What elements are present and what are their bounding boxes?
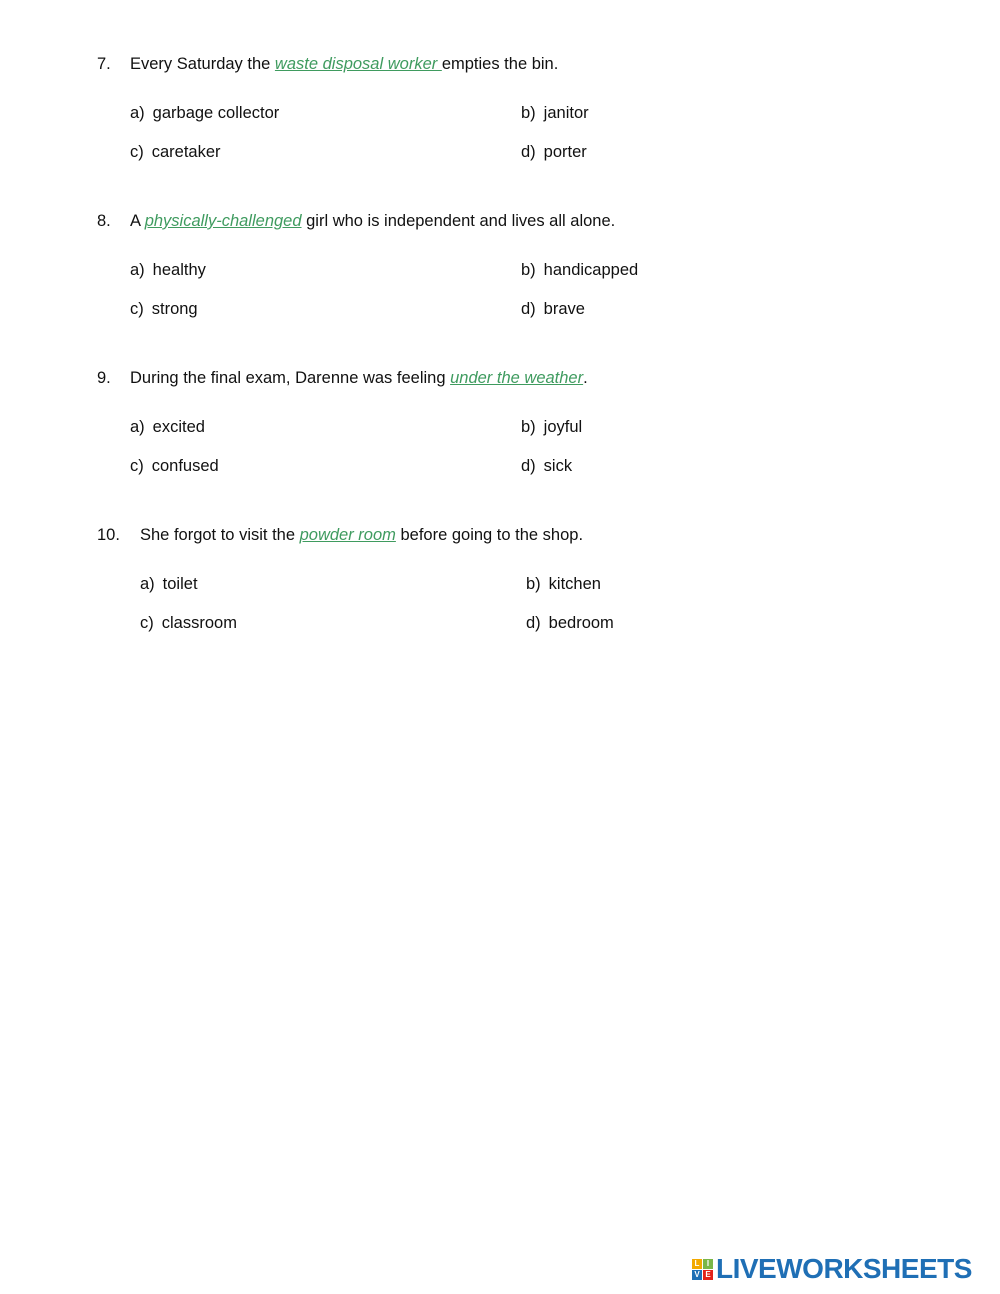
- question-text: [97, 211, 615, 231]
- option-letter: c): [130, 300, 144, 318]
- question-text: [97, 368, 588, 388]
- option-letter: b): [521, 261, 536, 279]
- option-b[interactable]: [521, 260, 638, 280]
- option-d[interactable]: [526, 613, 614, 633]
- option-letter: c): [130, 143, 144, 161]
- question-text-before: She forgot to visit the: [140, 526, 300, 544]
- option-text: confused: [151, 457, 219, 475]
- option-letter: a): [130, 261, 145, 279]
- option-letter: c): [140, 614, 154, 632]
- option-letter: a): [140, 575, 155, 593]
- highlighted-phrase: physically-challenged: [144, 212, 302, 230]
- option-letter: b): [521, 104, 536, 122]
- option-a[interactable]: [140, 574, 198, 594]
- question-text-before: Every Saturday the: [130, 55, 275, 73]
- question-number: 7.: [97, 55, 111, 73]
- highlighted-phrase: under the weather: [450, 369, 584, 387]
- question-number: 8.: [97, 212, 111, 230]
- option-text: toilet: [162, 575, 198, 593]
- option-letter: c): [130, 457, 144, 475]
- option-letter: d): [521, 300, 536, 318]
- option-letter: d): [521, 457, 536, 475]
- logo-mark-letter: E: [703, 1270, 713, 1280]
- logo-text: LIVEWORKSHEETS: [716, 1253, 972, 1284]
- option-d[interactable]: [521, 456, 572, 476]
- logo-mark-letter: V: [692, 1270, 702, 1280]
- option-text: brave: [543, 300, 585, 318]
- option-b[interactable]: [521, 417, 582, 437]
- question-text-after: empties the bin.: [441, 55, 559, 73]
- question-number: 9.: [97, 369, 111, 387]
- option-letter: a): [130, 104, 145, 122]
- option-text: caretaker: [151, 143, 221, 161]
- option-text: porter: [543, 143, 587, 161]
- option-letter: b): [521, 418, 536, 436]
- option-a[interactable]: [130, 417, 205, 437]
- option-text: joyful: [543, 418, 583, 436]
- logo-mark-letter: L: [692, 1259, 702, 1269]
- highlighted-phrase: waste disposal worker: [274, 55, 442, 73]
- live-mark-icon: [692, 1259, 713, 1280]
- option-letter: d): [526, 614, 541, 632]
- option-d[interactable]: [521, 142, 587, 162]
- option-b[interactable]: [526, 574, 601, 594]
- question-number: 10.: [97, 526, 120, 544]
- liveworksheets-logo: [692, 1254, 972, 1284]
- option-c[interactable]: [130, 142, 221, 162]
- option-d[interactable]: [521, 299, 585, 319]
- question-text: [97, 54, 558, 74]
- option-text: excited: [152, 418, 205, 436]
- question-text-before: A: [130, 212, 145, 230]
- option-b[interactable]: [521, 103, 589, 123]
- option-letter: a): [130, 418, 145, 436]
- highlighted-phrase: powder room: [299, 526, 396, 544]
- question-text-after: before going to the shop.: [395, 526, 584, 544]
- question-text-after: .: [583, 369, 588, 387]
- option-text: strong: [151, 300, 198, 318]
- question-text-before: During the final exam, Darenne was feeling: [130, 369, 451, 387]
- option-text: kitchen: [548, 575, 601, 593]
- option-text: healthy: [152, 261, 206, 279]
- option-text: janitor: [543, 104, 589, 122]
- option-text: bedroom: [548, 614, 614, 632]
- option-a[interactable]: [130, 103, 279, 123]
- option-a[interactable]: [130, 260, 206, 280]
- option-text: sick: [543, 457, 573, 475]
- option-text: classroom: [161, 614, 237, 632]
- option-c[interactable]: [130, 299, 198, 319]
- logo-mark-letter: I: [703, 1259, 713, 1269]
- question-text: [97, 525, 583, 545]
- option-c[interactable]: [130, 456, 219, 476]
- option-text: handicapped: [543, 261, 639, 279]
- option-text: garbage collector: [152, 104, 280, 122]
- question-text-after: girl who is independent and lives all alone.: [301, 212, 616, 230]
- option-c[interactable]: [140, 613, 237, 633]
- option-letter: d): [521, 143, 536, 161]
- option-letter: b): [526, 575, 541, 593]
